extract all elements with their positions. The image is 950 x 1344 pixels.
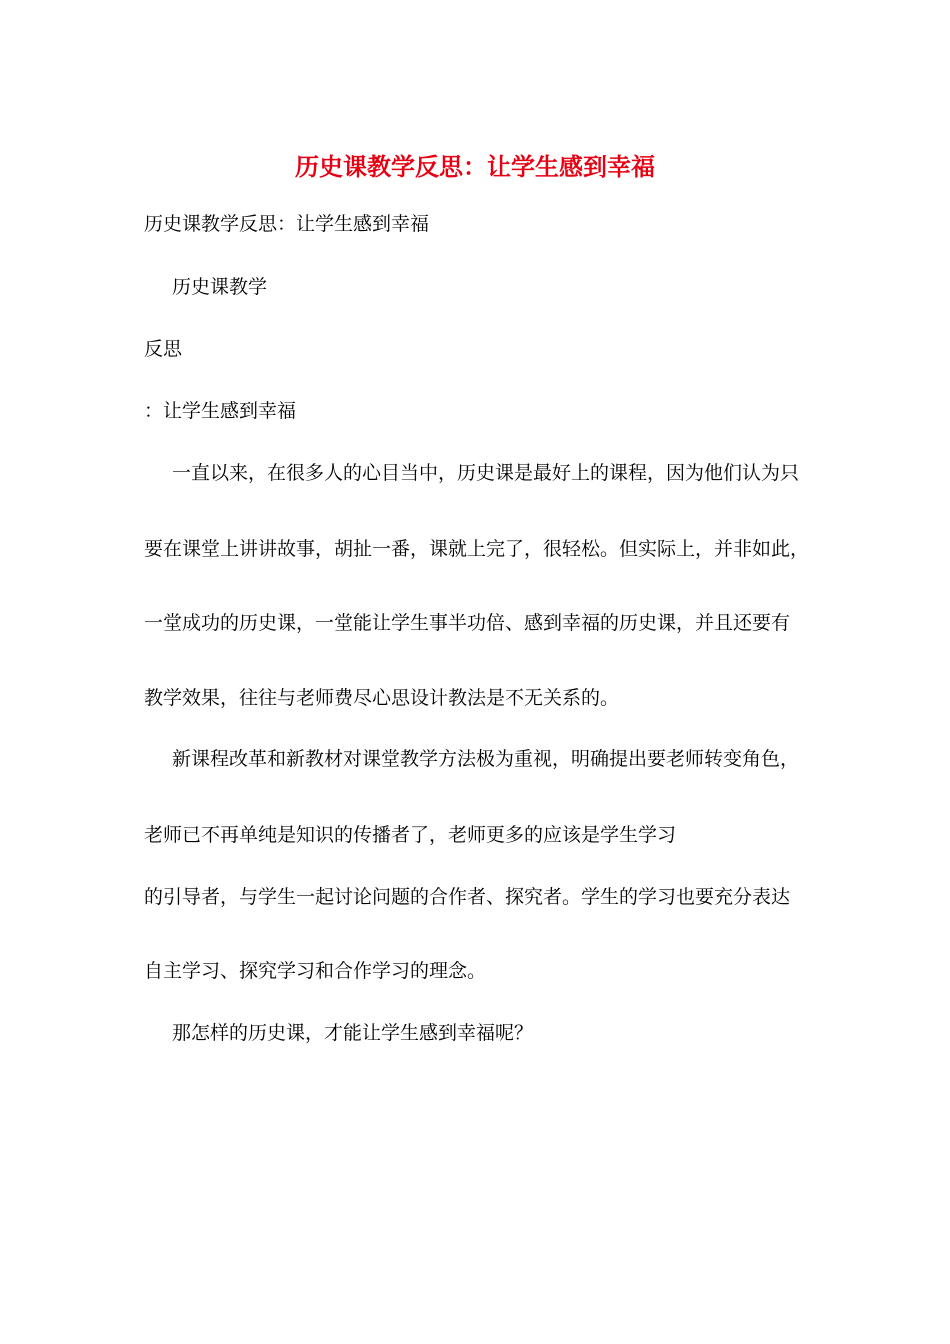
subtitle-line: 历史课教学反思：让学生感到幸福: [144, 213, 430, 235]
paragraph-2-line-2: 老师已不再单纯是知识的传播者了，老师更多的应该是学生学习: [144, 824, 677, 846]
document-title: 历史课教学反思：让学生感到幸福: [295, 152, 655, 181]
paragraph-2-line-3: 的引导者，与学生一起讨论问题的合作者、探究者。学生的学习也要充分表达: [144, 886, 791, 908]
paragraph-1-line-1: 一直以来，在很多人的心目当中，历史课是最好上的课程，因为他们认为只: [172, 462, 800, 484]
paragraph-2-line-4: 自主学习、探究学习和合作学习的理念。: [144, 960, 487, 982]
text-line: 历史课教学: [172, 276, 268, 298]
paragraph-2-line-1: 新课程改革和新教材对课堂教学方法极为重视，明确提出要老师转变角色，: [172, 748, 800, 770]
paragraph-3-line-1: 那怎样的历史课，才能让学生感到幸福呢？: [172, 1022, 534, 1044]
text-line: ：让学生感到幸福: [144, 400, 297, 422]
paragraph-1-line-2: 要在课堂上讲讲故事，胡扯一番，课就上完了，很轻松。但实际上，并非如此，: [144, 538, 810, 560]
paragraph-1-line-3: 一堂成功的历史课，一堂能让学生事半功倍、感到幸福的历史课，并且还要有: [144, 612, 791, 634]
paragraph-1-line-4: 教学效果，往往与老师费尽心思设计教法是不无关系的。: [144, 687, 620, 709]
text-line: 反思: [144, 338, 183, 360]
